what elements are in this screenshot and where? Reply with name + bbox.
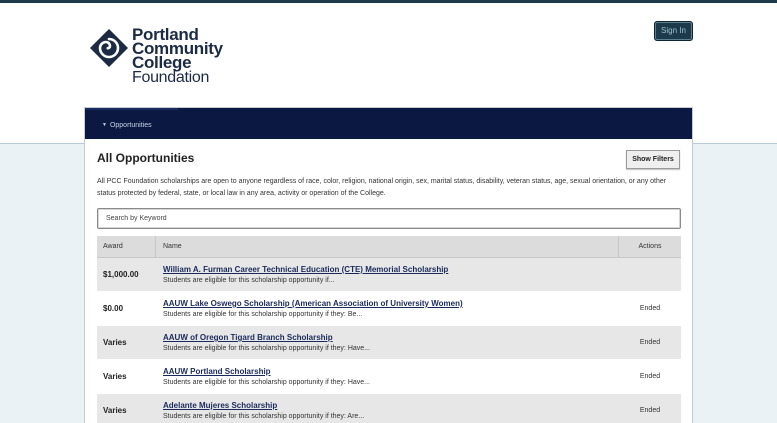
page-title: All Opportunities	[97, 151, 195, 165]
tab-opportunities[interactable]	[85, 108, 178, 139]
sign-in-button[interactable]: Sign In	[654, 21, 693, 41]
scholarship-snippet: Students are eligible for this scholarship opportunity if they: Be...	[163, 311, 363, 318]
scholarship-title-link[interactable]: AAUW Lake Oswego Scholarship (American Association of University Women)	[163, 299, 463, 308]
main-content-panel	[84, 107, 693, 423]
table-row	[97, 360, 681, 394]
opportunities-table	[97, 236, 681, 423]
logo-line-college: College	[132, 53, 192, 72]
award-value: Varies	[103, 372, 127, 381]
nondiscrimination-statement: All PCC Foundation scholarships are open to anyone regardless of race, color, religion, national origin, sex, marital status, disability, veteran status, age, sexual orientation, or any other status protected by federal, state, or local law in any area, activity or operation of the College.	[97, 178, 667, 197]
scholarship-snippet: Students are eligible for this scholarship opportunity if they: Are...	[163, 413, 365, 420]
table-row	[97, 326, 681, 360]
tab-opportunities-label: Opportunities	[109, 122, 152, 129]
column-header-award[interactable]: Award	[97, 236, 156, 258]
scholarship-snippet: Students are eligible for this scholarship opportunity if they: Have...	[163, 379, 370, 386]
award-value: Varies	[103, 406, 127, 415]
scholarship-title-link[interactable]: AAUW of Oregon Tigard Branch Scholarship	[163, 333, 333, 342]
table-row	[97, 258, 681, 292]
spiral-logo-icon	[90, 29, 128, 67]
award-value: Varies	[103, 338, 127, 347]
column-header-name[interactable]: Name	[156, 236, 619, 258]
logo-line-portland: Portland	[132, 25, 199, 44]
action-status: Ended	[639, 373, 661, 380]
logo-wordmark	[132, 25, 223, 86]
caret-down-icon: ▼	[102, 122, 107, 128]
table-header	[97, 236, 681, 258]
keyword-search-input[interactable]	[97, 208, 681, 229]
scholarship-title-link[interactable]: William A. Furman Career Technical Education (CTE) Memorial Scholarship	[163, 265, 449, 274]
primary-nav	[85, 108, 692, 139]
scholarship-snippet: Students are eligible for this scholarship opportunity if they: Have...	[163, 345, 370, 352]
logo-line-foundation: Foundation	[132, 69, 210, 86]
column-header-actions: Actions	[638, 243, 662, 250]
award-value: $1,000.00	[103, 270, 139, 279]
table-row	[97, 292, 681, 326]
award-value: $0.00	[103, 304, 124, 313]
action-status: Ended	[639, 339, 661, 346]
scholarship-title-link[interactable]: Adelante Mujeres Scholarship	[163, 401, 278, 410]
pcc-foundation-logo[interactable]	[90, 25, 230, 86]
action-status: Ended	[639, 305, 661, 312]
show-filters-button[interactable]: Show Filters	[626, 150, 680, 169]
scholarship-title-link[interactable]: AAUW Portland Scholarship	[163, 367, 271, 376]
action-status: Ended	[639, 407, 661, 414]
table-row	[97, 394, 681, 423]
scholarship-snippet: Students are eligible for this scholarship opportunity if...	[163, 277, 335, 284]
logo-line-community: Community	[132, 39, 223, 58]
